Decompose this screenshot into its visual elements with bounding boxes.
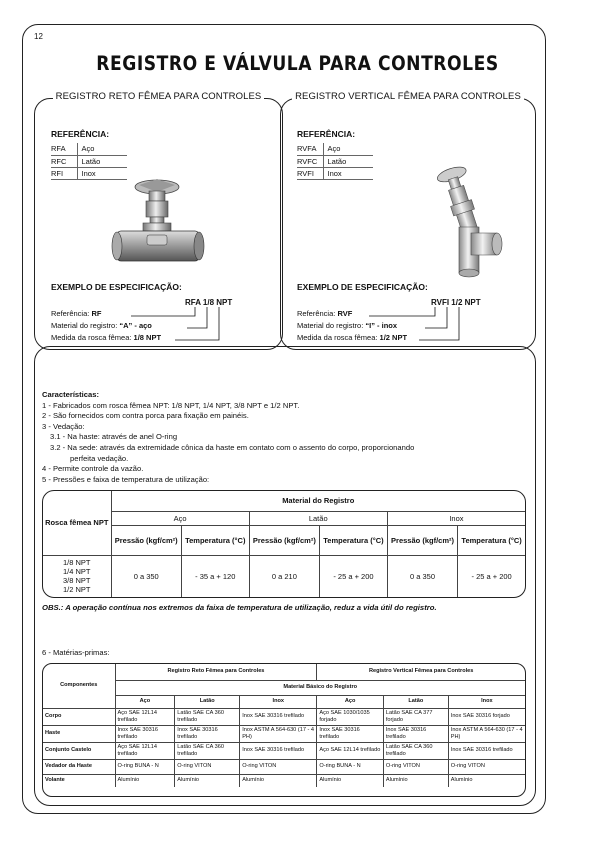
left-ref-heading: REFERÊNCIA: xyxy=(51,129,110,139)
temperature-label: Temperatura (°C) xyxy=(458,525,525,555)
temperature-label: Temperatura (°C) xyxy=(181,525,249,555)
right-spec-code: RVFI 1/2 NPT xyxy=(431,298,481,307)
right-product-header: REGISTRO VERTICAL FÊMEA PARA CONTROLES xyxy=(292,91,524,102)
value-cell: 0 a 350 xyxy=(111,555,181,597)
materials-table xyxy=(42,663,526,797)
characteristic-line: 4 - Permite controle da vazão. xyxy=(42,464,144,474)
material-col-header: Inox xyxy=(387,511,525,525)
characteristics-title: Características: xyxy=(42,390,99,399)
characteristic-line: 1 - Fabricados com rosca fêmea NPT: 1/8 NPT, 1/4 NPT, 3/8 NPT e 1/2 NPT. xyxy=(42,400,300,410)
right-spec-line: Material do registro: “I” - inox xyxy=(297,321,398,330)
obs-note: OBS.: A operação contínua nos extremos da faixa de temperatura de utilização, reduz a vida útil do registro. xyxy=(42,603,437,612)
materials-title: 6 - Matérias-primas: xyxy=(42,648,110,657)
pressure-label: Pressão (kgf/cm²) xyxy=(111,525,181,555)
ref-row: RFI Inox xyxy=(51,167,127,179)
ref-row: RFC Latão xyxy=(51,155,127,167)
right-spec-line: Referência: RVF xyxy=(297,309,353,318)
pressure-label: Pressão (kgf/cm²) xyxy=(249,525,319,555)
value-cell: 0 a 350 xyxy=(387,555,457,597)
material-col-header: Inox xyxy=(448,695,525,708)
basic-material-header: Material Básico do Registro xyxy=(115,680,525,695)
left-spec-heading: EXEMPLO DE ESPECIFICAÇÃO: xyxy=(51,282,182,292)
left-spec-line: Material do registro: “A” - aço xyxy=(51,321,152,330)
table-row: Conjunto Castelo Aço SAE 12L14 trefilado Latão SAE CA 360 trefilado Inox SAE 30316 trefilado Aço SAE 12L14 trefilado Latão SAE CA 360 trefilado Inox SAE 30316 trefilado xyxy=(43,742,525,759)
characteristic-line: 5 - Pressões e faixa de temperatura de utilização: xyxy=(42,474,210,484)
page-number: 12 xyxy=(34,32,43,41)
table-row: Volante Alumínio Alumínio Alumínio Alumínio Alumínio Alumínio xyxy=(43,774,525,787)
thread-header: Rosca fêmea NPT xyxy=(43,491,111,555)
thread-sizes: 1/8 NPT 1/4 NPT 3/8 NPT 1/2 NPT xyxy=(43,555,111,597)
characteristic-line: perfeita vedação. xyxy=(70,453,129,463)
right-ref-heading: REFERÊNCIA: xyxy=(297,129,356,139)
page-title: REGISTRO E VÁLVULA PARA CONTROLES xyxy=(96,52,499,75)
material-header: Material do Registro xyxy=(111,491,525,511)
ref-row: RVFI Inox xyxy=(297,167,373,179)
right-spec-heading: EXEMPLO DE ESPECIFICAÇÃO: xyxy=(297,282,428,292)
right-spec-line: Medida da rosca fêmea: 1/2 NPT xyxy=(297,333,408,342)
left-spec-line: Referência: RF xyxy=(51,309,102,318)
characteristics-section xyxy=(42,390,414,485)
table-row: Haste Inox SAE 30316 trefilado Inox SAE 30316 trefilado Inox ASTM A 564-630 (17 - 4 PH) Inox SAE 30316 trefilado Inox SAE 30316 trefilado Inox ASTM A 564-630 (17 - 4 PH) xyxy=(43,725,525,742)
group-header: Registro Vertical Fêmea para Controles xyxy=(317,664,525,680)
ref-row: RFA Aço xyxy=(51,143,127,155)
table-row: Vedador da Haste O-ring BUNA - N O-ring VITON O-ring VITON O-ring BUNA - N O-ring VITON O-ring VITON xyxy=(43,759,525,774)
temperature-label: Temperatura (°C) xyxy=(320,525,388,555)
material-col-header: Inox xyxy=(240,695,317,708)
left-spec-line: Medida da rosca fêmea: 1/8 NPT xyxy=(51,333,162,342)
characteristic-line: 3.2 - Na sede: através da extremidade cônica da haste em contato com o assento do corpo, proporcionando xyxy=(50,442,415,452)
left-spec-code: RFA 1/8 NPT xyxy=(185,298,233,307)
left-spec-brackets xyxy=(35,99,284,351)
ref-row: RVFA Aço xyxy=(297,143,373,155)
material-col-header: Latão xyxy=(249,511,387,525)
pressure-label: Pressão (kgf/cm²) xyxy=(387,525,457,555)
material-col-header: Latão xyxy=(175,695,240,708)
pressure-temperature-table xyxy=(42,490,526,598)
value-cell: - 35 a + 120 xyxy=(181,555,249,597)
components-header: Componentes xyxy=(43,664,115,708)
material-col-header: Aço xyxy=(115,695,175,708)
ref-row: RVFC Latão xyxy=(297,155,373,167)
characteristic-line: 2 - São fornecidos com contra porca para fixação em painéis. xyxy=(42,411,249,421)
value-cell: - 25 a + 200 xyxy=(458,555,525,597)
value-cell: - 25 a + 200 xyxy=(320,555,388,597)
value-cell: 0 a 210 xyxy=(249,555,319,597)
right-product-panel xyxy=(280,91,536,350)
right-spec-brackets xyxy=(281,99,537,351)
characteristic-line: 3.1 - Na haste: através de anel O-ring xyxy=(50,432,178,442)
characteristic-line: 3 - Vedação: xyxy=(42,421,85,431)
left-product-panel xyxy=(34,91,283,350)
material-col-header: Aço xyxy=(317,695,384,708)
material-col-header: Latão xyxy=(383,695,448,708)
group-header: Registro Reto Fêmea para Controles xyxy=(115,664,317,680)
left-product-header: REGISTRO RETO FÊMEA PARA CONTROLES xyxy=(53,91,265,102)
table-row: Corpo Aço SAE 12L14 trefilado Latão SAE CA 360 trefilado Inox SAE 30316 trefilado Aço SAE 1030/1035 forjado Latão SAE CA 377 forjado Inox SAE 30316 forjado xyxy=(43,708,525,725)
material-col-header: Aço xyxy=(111,511,249,525)
